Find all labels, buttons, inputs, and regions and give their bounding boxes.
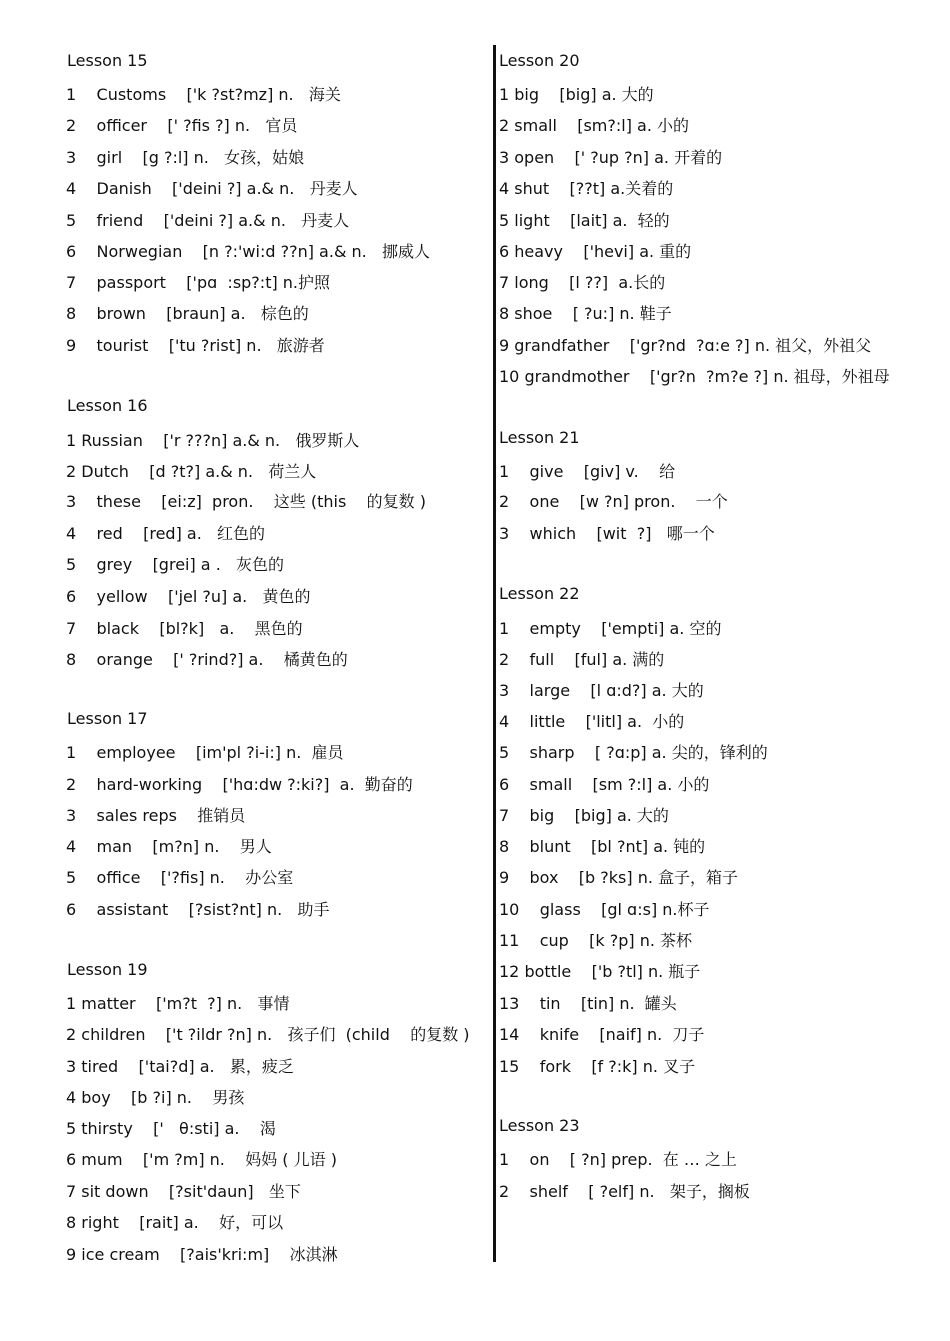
vocab-entry: 4 shut [??t] a.关着的 <box>499 179 674 198</box>
lesson-heading: Lesson 15 <box>67 51 148 70</box>
vocab-entry: 15 fork [f ?:k] n. 叉子 <box>499 1057 696 1076</box>
vocab-entry: 4 Danish ['deini ?] a.& n. 丹麦人 <box>66 179 358 198</box>
vocab-entry: 6 Norwegian [n ?:'wi:d ??n] a.& n. 挪威人 <box>66 242 430 261</box>
lesson-heading: Lesson 17 <box>67 709 148 728</box>
vocab-entry: 1 employee [im'pl ?i-i:] n. 雇员 <box>66 743 344 762</box>
vocab-entry: 12 bottle ['b ?tl] n. 瓶子 <box>499 962 701 981</box>
vocab-entry: 3 open [' ?up ?n] a. 开着的 <box>499 148 723 167</box>
vocab-entry: 2 children ['t ?ildr ?n] n. 孩子们 (child 的复数 ) <box>66 1025 470 1044</box>
lesson-heading: Lesson 16 <box>67 396 148 415</box>
lesson-heading: Lesson 20 <box>499 51 580 70</box>
vocab-entry: 1 give [giv] v. 给 <box>499 462 676 481</box>
vocab-entry: 1 big [big] a. 大的 <box>499 85 654 104</box>
vocab-entry: 2 shelf [ ?elf] n. 架子，搁板 <box>499 1182 750 1201</box>
vocab-entry: 1 Customs ['k ?st?mz] n. 海关 <box>66 85 341 104</box>
vocab-entry: 9 box [b ?ks] n. 盒子，箱子 <box>499 868 739 887</box>
vocab-entry: 4 little ['litl] a. 小的 <box>499 712 685 731</box>
vocab-entry: 6 heavy ['hevi] a. 重的 <box>499 242 692 261</box>
vocab-entry: 5 light [lait] a. 轻的 <box>499 211 670 230</box>
vocab-entry: 8 right [rait] a. 好，可以 <box>66 1213 284 1232</box>
vocab-entry: 1 matter ['m?t ?] n. 事情 <box>66 994 290 1013</box>
vocab-entry: 14 knife [naif] n. 刀子 <box>499 1025 705 1044</box>
vocab-entry: 2 Dutch [d ?t?] a.& n. 荷兰人 <box>66 462 317 481</box>
vocab-entry: 11 cup [k ?p] n. 茶杯 <box>499 931 693 950</box>
vocab-entry: 13 tin [tin] n. 罐头 <box>499 994 677 1013</box>
vocab-entry: 1 empty ['empti] a. 空的 <box>499 619 722 638</box>
vocab-entry: 5 office ['?fis] n. 办公室 <box>66 868 294 887</box>
vocab-entry: 10 glass [gl ɑ:s] n.杯子 <box>499 900 710 919</box>
vocab-entry: 7 sit down [?sit'daun] 坐下 <box>66 1182 301 1201</box>
vocab-entry: 7 long [l ??] a.长的 <box>499 273 666 292</box>
vocab-entry: 2 one [w ?n] pron. 一个 <box>499 492 728 511</box>
lesson-heading: Lesson 23 <box>499 1116 580 1135</box>
vocab-entry: 5 thirsty [' θ:sti] a. 渴 <box>66 1119 276 1138</box>
vocab-entry: 8 brown [braun] a. 棕色的 <box>66 304 309 323</box>
vocab-entry: 7 black [bl?k] a. 黑色的 <box>66 619 303 638</box>
vocab-entry: 6 small [sm ?:l] a. 小的 <box>499 775 710 794</box>
vocab-entry: 6 yellow ['jel ?u] a. 黄色的 <box>66 587 311 606</box>
vocab-entry: 2 full [ful] a. 满的 <box>499 650 665 669</box>
vocab-entry: 7 big [big] a. 大的 <box>499 806 669 825</box>
lesson-heading: Lesson 22 <box>499 584 580 603</box>
vocab-entry: 2 small [sm?:l] a. 小的 <box>499 116 690 135</box>
vocab-entry: 3 girl [g ?:l] n. 女孩，姑娘 <box>66 148 305 167</box>
vocab-entry: 9 ice cream [?ais'kri:m] 冰淇淋 <box>66 1245 338 1264</box>
vocab-entry: 6 mum ['m ?m] n. 妈妈 ( 儿语 ) <box>66 1150 337 1169</box>
vocab-entry: 9 tourist ['tu ?rist] n. 旅游者 <box>66 336 325 355</box>
vocab-entry: 4 boy [b ?i] n. 男孩 <box>66 1088 245 1107</box>
vocab-entry: 3 which [wit ?] 哪一个 <box>499 524 715 543</box>
vocab-entry: 5 friend ['deini ?] a.& n. 丹麦人 <box>66 211 350 230</box>
vocab-entry: 1 Russian ['r ???n] a.& n. 俄罗斯人 <box>66 431 360 450</box>
vocab-entry: 5 grey [grei] a . 灰色的 <box>66 555 285 574</box>
vocab-entry: 3 tired ['tai?d] a. 累，疲乏 <box>66 1057 294 1076</box>
lesson-heading: Lesson 21 <box>499 428 580 447</box>
vocab-entry: 4 red [red] a. 红色的 <box>66 524 266 543</box>
vocab-entry: 8 shoe [ ?u:] n. 鞋子 <box>499 304 672 323</box>
lesson-heading: Lesson 19 <box>67 960 148 979</box>
vocab-entry: 4 man [m?n] n. 男人 <box>66 837 272 856</box>
vocab-entry: 8 blunt [bl ?nt] a. 钝的 <box>499 837 706 856</box>
vocab-entry: 2 hard-working ['hɑ:dw ?:ki?] a. 勤奋的 <box>66 775 413 794</box>
vocab-entry: 5 sharp [ ?ɑ:p] a. 尖的，锋利的 <box>499 743 768 762</box>
vocab-entry: 1 on [ ?n] prep. 在 … 之上 <box>499 1150 737 1169</box>
vocab-entry: 6 assistant [?sist?nt] n. 助手 <box>66 900 330 919</box>
vocab-entry: 3 large [l ɑ:d?] a. 大的 <box>499 681 704 700</box>
vocab-entry: 8 orange [' ?rind?] a. 橘黄色的 <box>66 650 348 669</box>
vocab-entry: 3 these [ei:z] pron. 这些 (this 的复数 ) <box>66 492 426 511</box>
column-divider <box>493 45 496 1262</box>
vocab-entry: 3 sales reps 推销员 <box>66 806 246 825</box>
vocab-entry: 9 grandfather ['gr?nd ?ɑ:e ?] n. 祖父，外祖父 <box>499 336 872 355</box>
vocab-entry: 7 passport ['pɑ :sp?:t] n.护照 <box>66 273 331 292</box>
vocab-entry: 2 officer [' ?fis ?] n. 官员 <box>66 116 298 135</box>
vocab-entry: 10 grandmother ['gr?n ?m?e ?] n. 祖母，外祖母 <box>499 367 890 386</box>
